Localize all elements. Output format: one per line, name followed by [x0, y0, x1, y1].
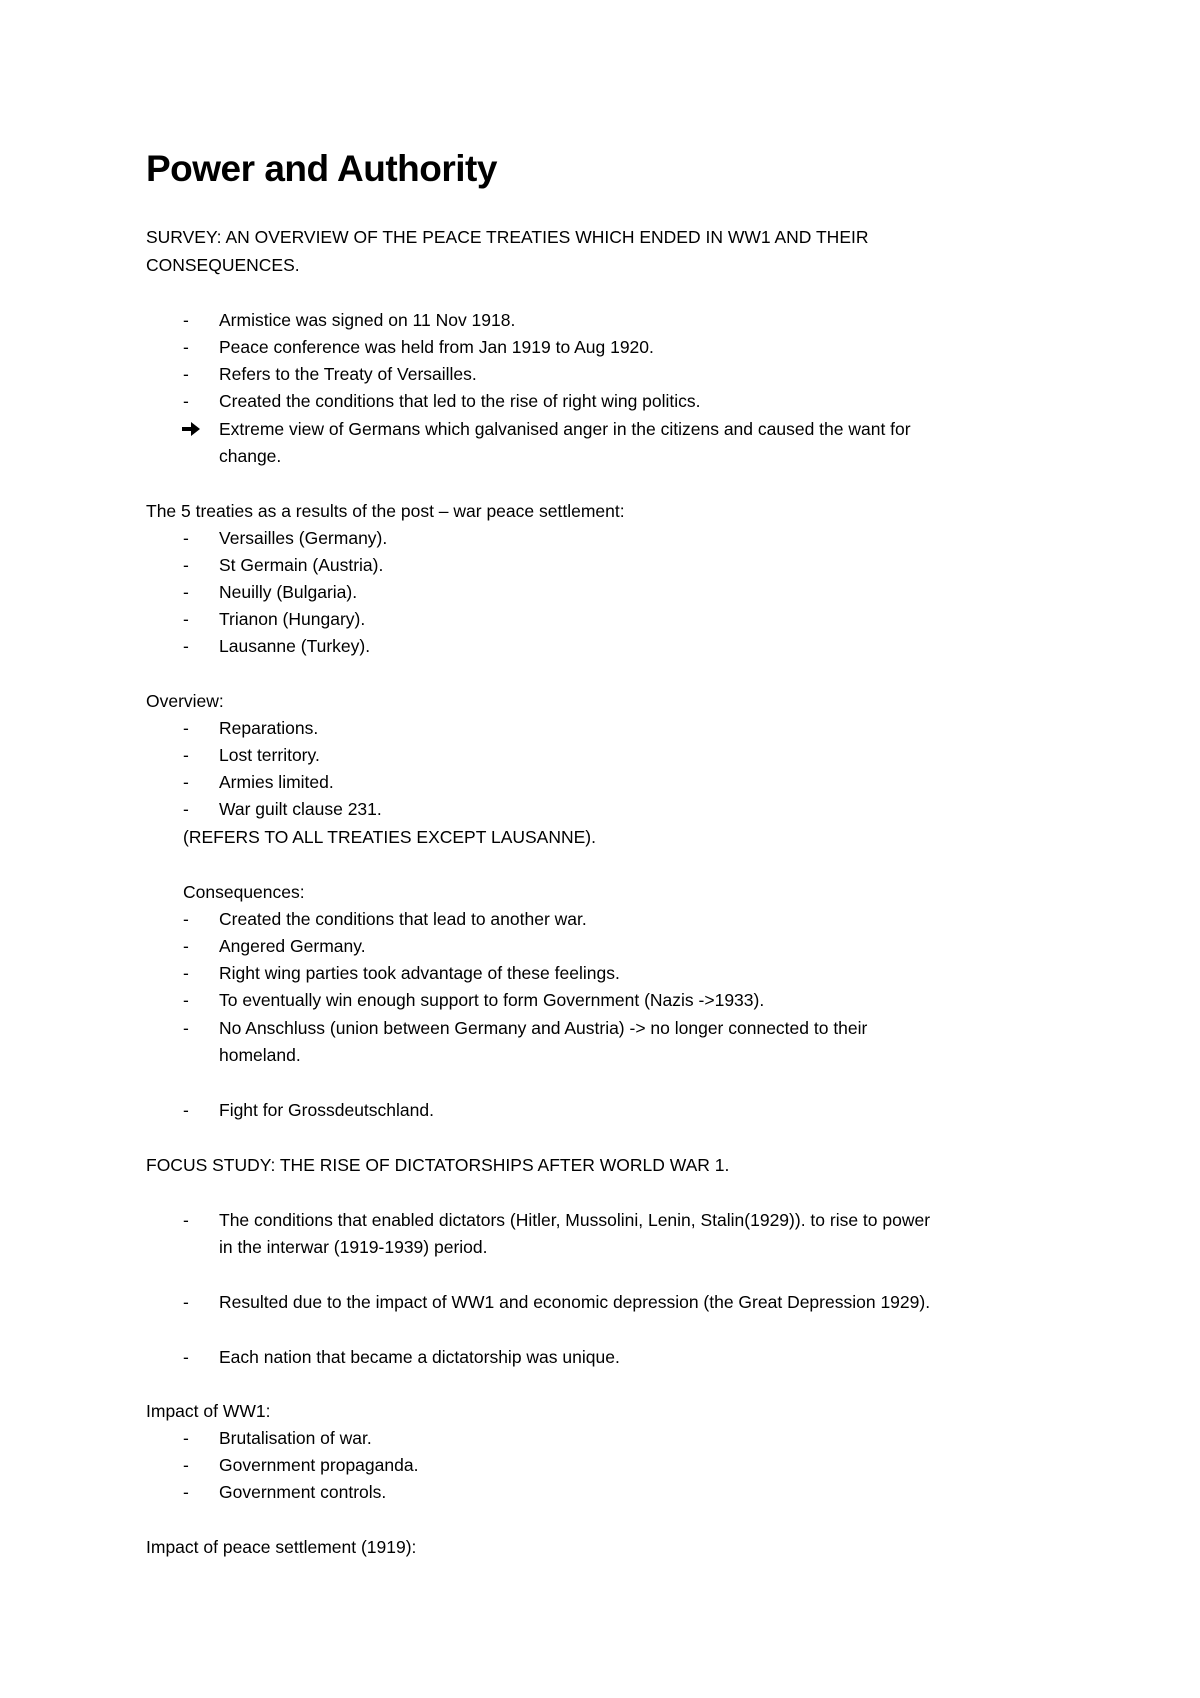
- list-item: Neuilly (Bulgaria).: [219, 582, 358, 602]
- bullet-dash: -: [183, 1210, 189, 1230]
- list-item: Armies limited.: [219, 772, 334, 792]
- bullet-dash: -: [183, 582, 189, 602]
- bullet-dash: -: [183, 990, 189, 1010]
- list-item: Created the conditions that lead to another war.: [219, 909, 587, 929]
- list-item: Angered Germany.: [219, 936, 366, 956]
- bullet-dash: -: [183, 772, 189, 792]
- overview-heading: Overview:: [146, 691, 224, 711]
- list-item: Government controls.: [219, 1482, 387, 1502]
- bullet-dash: -: [183, 391, 189, 411]
- list-item: St Germain (Austria).: [219, 555, 384, 575]
- arrow-item-line1: Extreme view of Germans which galvanised anger in the citizens and caused the want for: [219, 419, 911, 439]
- bullet-dash: -: [183, 745, 189, 765]
- bullet-dash: -: [183, 1292, 189, 1312]
- bullet-dash: -: [183, 1018, 189, 1038]
- list-item-line1: The conditions that enabled dictators (Hitler, Mussolini, Lenin, Stalin(1929)). to rise to power: [219, 1210, 931, 1230]
- bullet-dash: -: [183, 799, 189, 819]
- list-item-line2: in the interwar (1919-1939) period.: [219, 1237, 488, 1257]
- bullet-dash: -: [183, 1428, 189, 1448]
- list-item-line1: No Anschluss (union between Germany and Austria) -> no longer connected to their: [219, 1018, 868, 1038]
- list-item: Armistice was signed on 11 Nov 1918.: [219, 310, 516, 330]
- list-item: Fight for Grossdeutschland.: [219, 1100, 434, 1120]
- page-title: Power and Authority: [146, 148, 497, 189]
- bullet-dash: -: [183, 1347, 189, 1367]
- list-item: Resulted due to the impact of WW1 and economic depression (the Great Depression 1929).: [219, 1292, 931, 1312]
- list-item: Government propaganda.: [219, 1455, 419, 1475]
- list-item: To eventually win enough support to form Government (Nazis ->1933).: [219, 990, 765, 1010]
- treaties-heading: The 5 treaties as a results of the post – war peace settlement:: [146, 501, 625, 521]
- bullet-dash: -: [183, 364, 189, 384]
- consequences-heading: Consequences:: [183, 882, 305, 902]
- impact-peace-heading: Impact of peace settlement (1919):: [146, 1537, 417, 1557]
- bullet-dash: -: [183, 963, 189, 983]
- list-item: Versailles (Germany).: [219, 528, 388, 548]
- bullet-dash: -: [183, 555, 189, 575]
- survey-heading-line1: SURVEY: AN OVERVIEW OF THE PEACE TREATIES WHICH ENDED IN WW1 AND THEIR: [146, 227, 869, 247]
- bullet-dash: -: [183, 1100, 189, 1120]
- list-item: Created the conditions that led to the rise of right wing politics.: [219, 391, 701, 411]
- overview-note: (REFERS TO ALL TREATIES EXCEPT LAUSANNE).: [183, 827, 596, 847]
- list-item: Trianon (Hungary).: [219, 609, 366, 629]
- survey-heading-line2: CONSEQUENCES.: [146, 255, 300, 275]
- list-item: Lausanne (Turkey).: [219, 636, 371, 656]
- bullet-dash: -: [183, 936, 189, 956]
- list-item: Peace conference was held from Jan 1919 to Aug 1920.: [219, 337, 654, 357]
- bullet-dash: -: [183, 636, 189, 656]
- list-item: Lost territory.: [219, 745, 320, 765]
- bullet-dash: -: [183, 1482, 189, 1502]
- list-item: Right wing parties took advantage of these feelings.: [219, 963, 620, 983]
- bullet-dash: -: [183, 337, 189, 357]
- list-item: Refers to the Treaty of Versailles.: [219, 364, 477, 384]
- bullet-dash: -: [183, 528, 189, 548]
- focus-heading: FOCUS STUDY: THE RISE OF DICTATORSHIPS AFTER WORLD WAR 1.: [146, 1155, 730, 1175]
- arrow-right-icon: [180, 418, 202, 440]
- list-item: Reparations.: [219, 718, 319, 738]
- bullet-dash: -: [183, 1455, 189, 1475]
- list-item: Brutalisation of war.: [219, 1428, 372, 1448]
- bullet-dash: -: [183, 310, 189, 330]
- bullet-dash: -: [183, 718, 189, 738]
- list-item: Each nation that became a dictatorship was unique.: [219, 1347, 620, 1367]
- bullet-dash: -: [183, 909, 189, 929]
- list-item-line2: homeland.: [219, 1045, 301, 1065]
- bullet-dash: -: [183, 609, 189, 629]
- list-item: War guilt clause 231.: [219, 799, 382, 819]
- impact-ww1-heading: Impact of WW1:: [146, 1401, 271, 1421]
- arrow-item-line2: change.: [219, 446, 282, 466]
